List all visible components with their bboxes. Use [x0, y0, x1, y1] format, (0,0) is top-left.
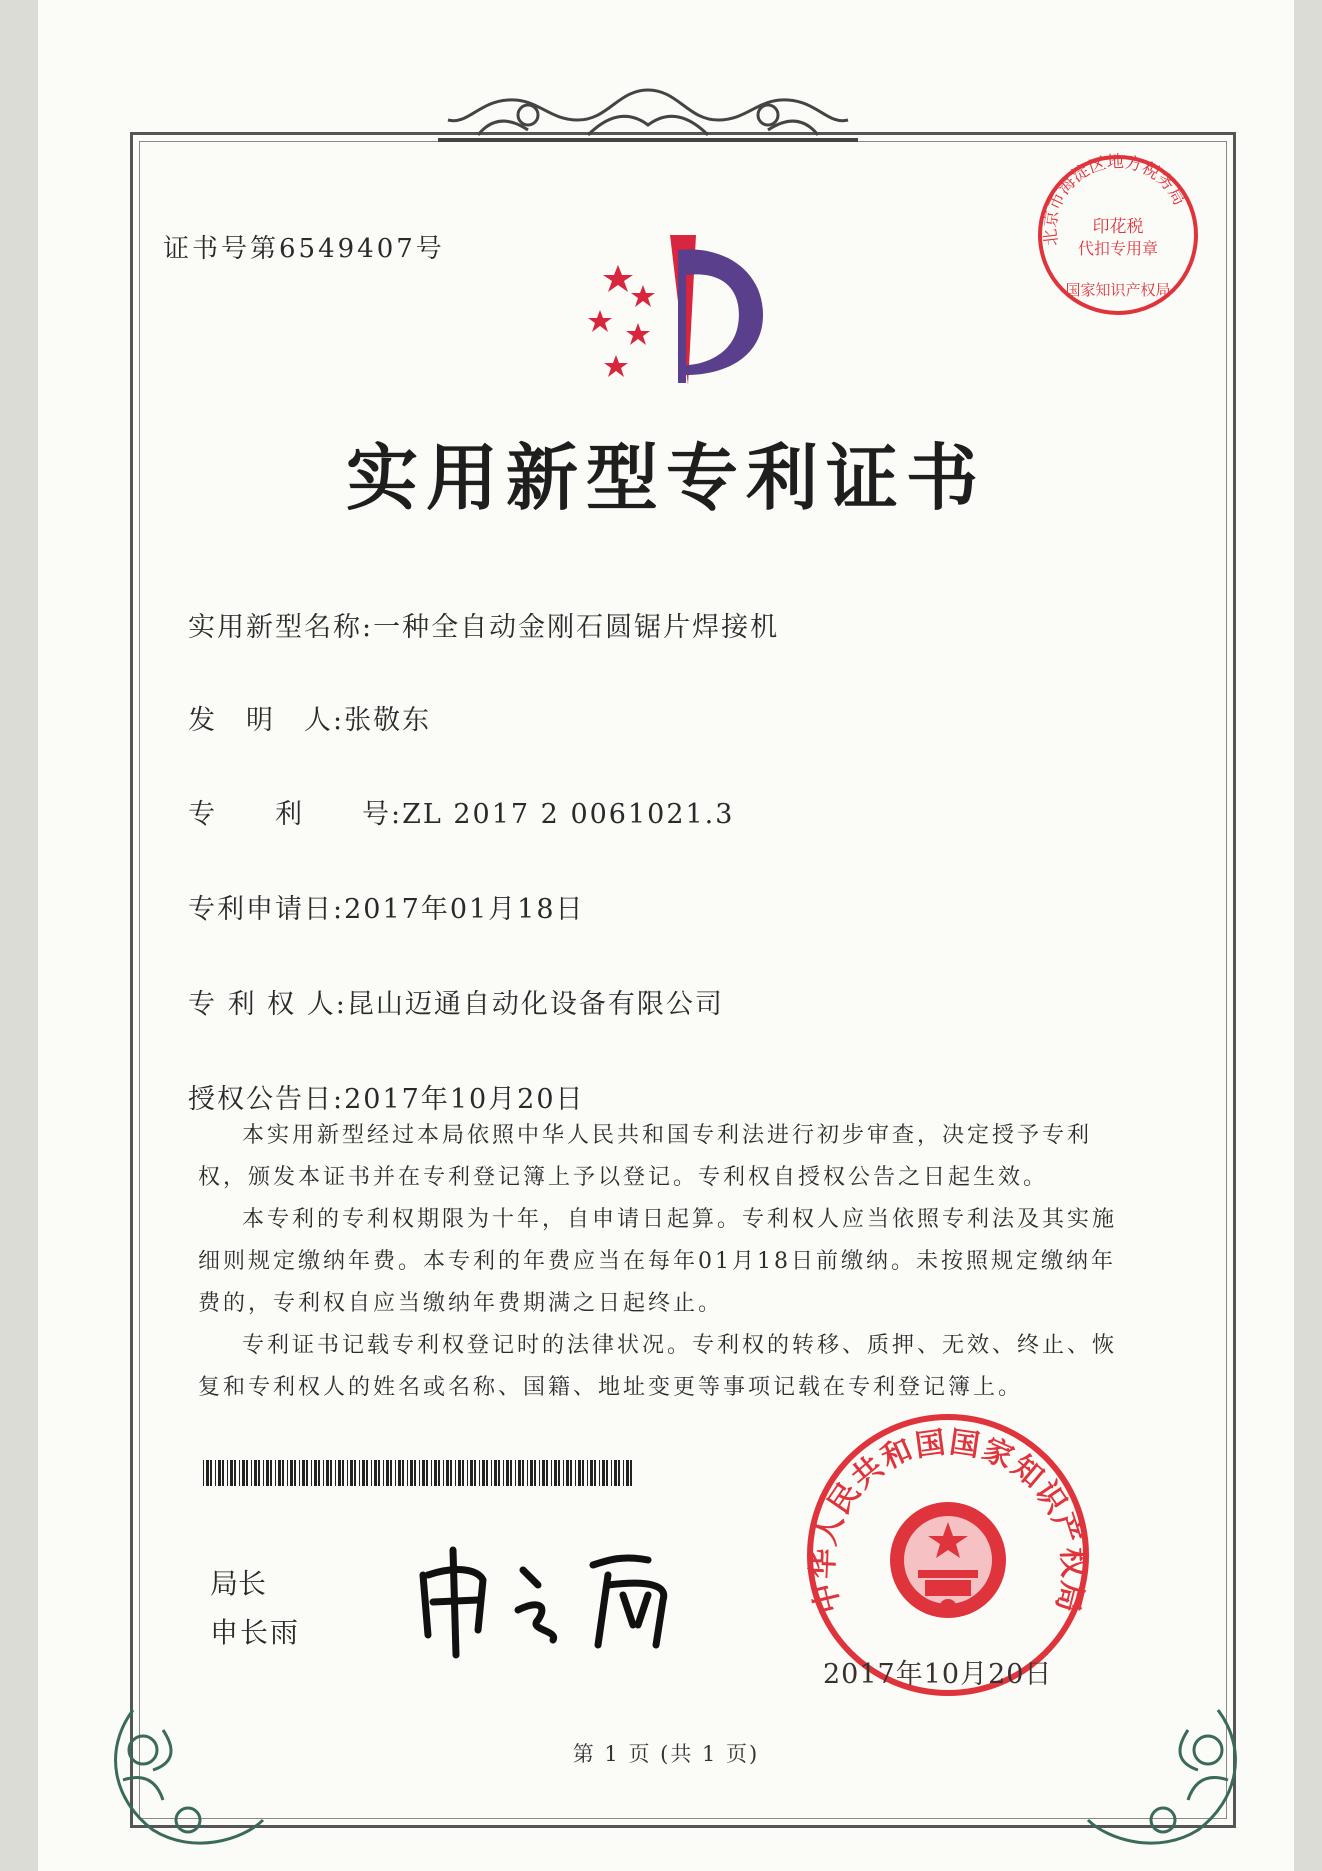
top-ornament-icon: [438, 80, 858, 150]
svg-text:中华人民共和国国家知识产权局: 中华人民共和国国家知识产权局: [805, 1424, 1091, 1618]
star-icon: [588, 265, 655, 377]
certificate-page: [38, 0, 1294, 1871]
page-footer: 第 1 页 (共 1 页): [572, 1742, 760, 1766]
certificate-body: [198, 1115, 1128, 1409]
field-inventor: 发 明 人:张敬东: [188, 705, 432, 736]
director-name: 申长雨: [210, 1616, 301, 1649]
barcode: [203, 1460, 633, 1486]
body-paragraph-1: 本实用新型经过本局依照中华人民共和国专利法进行初步审查，决定授予专利权，颁发本证书并在专利登记簿上予以登记。专利权自授权公告之日起生效。: [198, 1123, 1093, 1190]
svg-text:国家知识产权局: 国家知识产权局: [1065, 281, 1171, 299]
bottom-right-ornament-icon: [1078, 1690, 1258, 1860]
svg-text:代扣专用章: 代扣专用章: [1077, 239, 1159, 258]
svg-text:北京市海淀区地方税务局: 北京市海淀区地方税务局: [1040, 152, 1190, 247]
director-title: 局长: [210, 1567, 267, 1600]
field-patentee: 专 利 权 人:昆山迈通自动化设备有限公司: [188, 989, 724, 1020]
tax-stamp-seal: [1033, 150, 1203, 320]
bottom-left-ornament-icon: [93, 1690, 273, 1860]
sipo-logo: [578, 215, 778, 390]
field-filing-date: 专利申请日:2017年01月18日: [188, 894, 585, 925]
svg-text:印花税: 印花税: [1092, 217, 1144, 237]
field-patent-number: 专 利 号:ZL 2017 2 0061021.3: [188, 799, 735, 830]
field-grant-date: 授权公告日:2017年10月20日: [188, 1084, 585, 1115]
certificate-title: 实用新型专利证书: [345, 435, 986, 520]
seal-date: 2017年10月20日: [823, 1659, 1053, 1690]
body-paragraph-2: 本专利的专利权期限为十年，自申请日起算。专利权人应当依照专利法及其实施细则规定缴纳年费。本专利的年费应当在每年01月18日前缴纳。未按照规定缴纳年费的，专利权自应当缴纳年费期满之日起终止。: [198, 1207, 1118, 1316]
director-signature: [408, 1530, 698, 1660]
certificate-number: 证书号第6549407号: [163, 234, 445, 264]
national-emblem-icon: [890, 1502, 1006, 1618]
field-utility-model-name: 实用新型名称:一种全自动金刚石圆锯片焊接机: [188, 612, 780, 643]
body-paragraph-3: 专利证书记载专利权登记时的法律状况。专利权的转移、质押、无效、终止、恢复和专利权人的姓名或名称、国籍、地址变更等事项记载在专利登记簿上。: [198, 1333, 1118, 1400]
